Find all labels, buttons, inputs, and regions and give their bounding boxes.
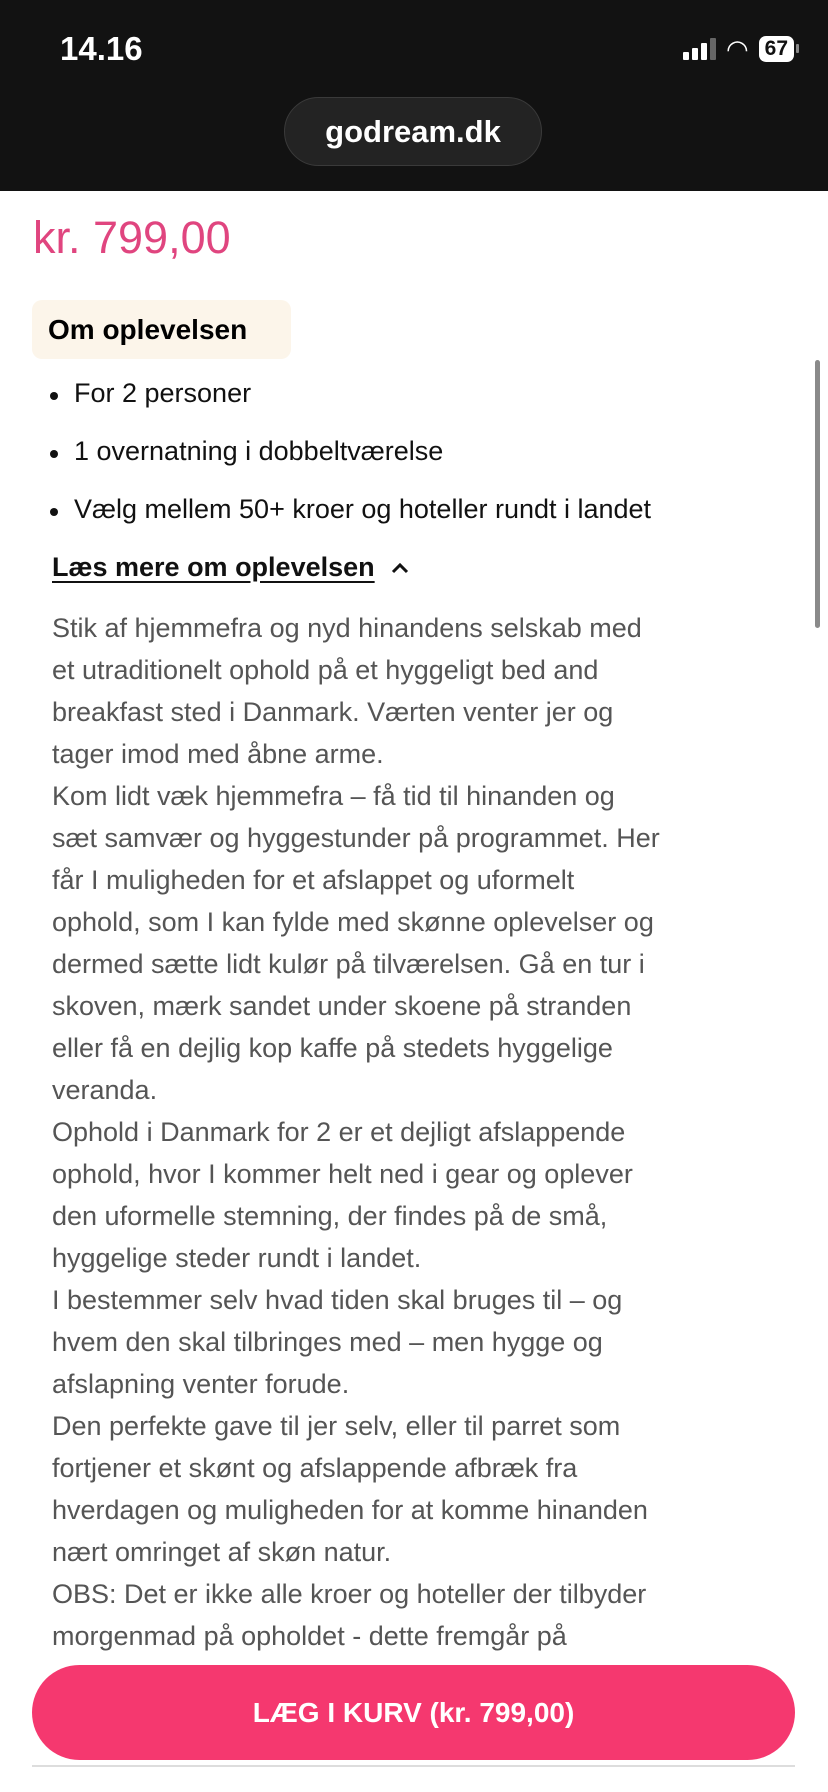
list-item bbox=[46, 436, 651, 494]
clock: 14.16 bbox=[60, 30, 143, 67]
list-item-text: Vælg mellem 50+ kroer og hoteller rundt i landet bbox=[74, 494, 652, 524]
description-line: I bestemmer selv hvad tiden skal bruges til – og bbox=[52, 1285, 623, 1315]
wifi-icon: ◠ bbox=[725, 34, 749, 64]
description-line: eller få en dejlig kop kaffe på stedets hyggelige bbox=[52, 1033, 613, 1063]
description-line: ophold, som I kan fylde med skønne oplevelser og bbox=[52, 907, 654, 937]
list-item-text: For 2 personer bbox=[74, 378, 252, 408]
divider bbox=[32, 1765, 795, 1767]
description-line: hverdagen og muligheden for at komme hinanden bbox=[52, 1495, 648, 1525]
product-price: kr. 799,00 bbox=[33, 212, 231, 263]
description-line: ophold, hvor I kommer helt ned i gear og oplever bbox=[52, 1159, 633, 1189]
description-line: får I muligheden for et afslappet og uformelt bbox=[52, 865, 575, 895]
status-icons bbox=[683, 36, 794, 62]
description-line: den uformelle stemning, der findes på de små, bbox=[52, 1201, 608, 1231]
bullet-icon bbox=[50, 392, 58, 400]
read-more-label: Læs mere om oplevelsen bbox=[52, 552, 375, 582]
description-line: OBS: Det er ikke alle kroer og hoteller der tilbyder bbox=[52, 1579, 647, 1609]
description-line: hyggelige steder rundt i landet. bbox=[52, 1243, 422, 1273]
signal-icon bbox=[683, 38, 716, 60]
add-to-cart-button[interactable]: LÆG I KURV (kr. 799,00) bbox=[32, 1665, 795, 1760]
description-line: morgenmad på opholdet - dette fremgår på bbox=[52, 1621, 567, 1651]
description-line: sæt samvær og hyggestunder på programmet. Her bbox=[52, 823, 660, 853]
description-line: skoven, mærk sandet under skoene på stranden bbox=[52, 991, 632, 1021]
list-item bbox=[46, 378, 651, 436]
description-line: fortjener et skønt og afslappende afbræk fra bbox=[52, 1453, 578, 1483]
description-line: tager imod med åbne arme. bbox=[52, 739, 384, 769]
status-bar bbox=[0, 0, 828, 191]
list-item bbox=[46, 494, 651, 552]
description-line: dermed sætte lidt kulør på tilværelsen. Gå en tur i bbox=[52, 949, 645, 979]
description-line: Stik af hjemmefra og nyd hinandens selskab med bbox=[52, 613, 642, 643]
section-title: Om oplevelsen bbox=[32, 300, 291, 359]
description-line: et utraditionelt ophold på et hyggeligt bed and bbox=[52, 655, 599, 685]
list-item-text: 1 overnatning i dobbeltværelse bbox=[74, 436, 444, 466]
description-line: breakfast sted i Danmark. Værten venter jer og bbox=[52, 697, 614, 727]
read-more-link[interactable] bbox=[52, 552, 409, 583]
description-line: nært omringet af skøn natur. bbox=[52, 1537, 392, 1567]
bullet-icon bbox=[50, 450, 58, 458]
feature-list bbox=[46, 378, 651, 552]
description bbox=[52, 607, 812, 1657]
battery-icon: 67 bbox=[759, 36, 794, 62]
description-line: Kom lidt væk hjemmefra – få tid til hinanden og bbox=[52, 781, 615, 811]
description-line: veranda. bbox=[52, 1075, 158, 1105]
bullet-icon bbox=[50, 508, 58, 516]
description-line: Den perfekte gave til jer selv, eller til parret som bbox=[52, 1411, 621, 1441]
description-line: hvem den skal tilbringes med – men hygge og bbox=[52, 1327, 603, 1357]
chevron-up-icon bbox=[391, 562, 409, 574]
description-line: afslapning venter forude. bbox=[52, 1369, 350, 1399]
url-bar[interactable]: godream.dk bbox=[284, 97, 542, 166]
description-line: Ophold i Danmark for 2 er et dejligt afslappende bbox=[52, 1117, 626, 1147]
scrollbar[interactable] bbox=[815, 360, 820, 628]
